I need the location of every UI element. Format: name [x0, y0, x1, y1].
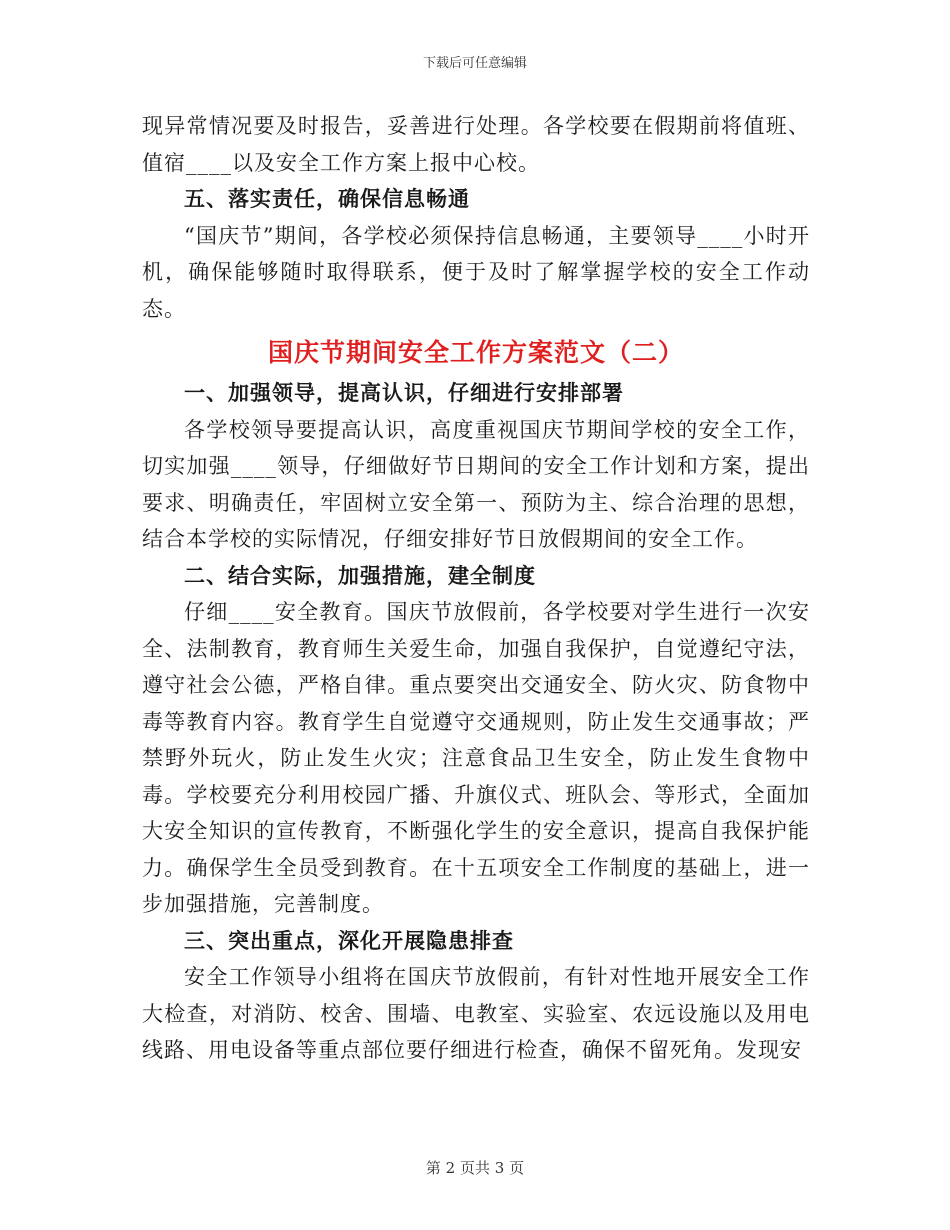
section-heading-3: 三、突出重点，深化开展隐患排查 [184, 927, 514, 953]
paragraph-safety-education: 仔细____安全教育。国庆节放假前，各学校要对学生进行一次安全、法制教育，教育师生关爱生命，加强自我保护，自觉遵纪守法，遵守社会公德，严格自律。重点要突出交通安全、防火灾、防食物中毒等教育内容。教育学生自觉遵守交通规则，防止发生交通事故；严禁野外玩火，防止发生火灾；注意食品卫生安全，防止发生食物中毒。学校要充分利用校园广播、升旗仪式、班队会、等形式，全面加大安全知识的宣传教育，不断强化学生的安全意识，提高自我保护能力。确保学生全员受到教育。在十五项安全工作制度的基础上，进一步加强措施，完善制度。 [142, 600, 810, 916]
section-heading-5: 五、落实责任，确保信息畅通 [184, 186, 470, 211]
page-header: 下载后可任意编辑 [422, 56, 527, 71]
section-heading-2: 二、结合实际，加强措施，建全制度 [184, 562, 536, 588]
section-heading-1: 一、加强领导，提高认识，仔细进行安排部署 [184, 380, 624, 405]
paragraph-leadership: 各学校领导要提高认识，高度重视国庆节期间学校的安全工作，切实加强____领导，仔细做好节日期间的安全工作计划和方案，提出要求、明确责任，牢固树立安全第一、预防为主、综合治理的思想，结合本学校的实际情况，仔细安排好节日放假期间的安全工作。 [142, 417, 810, 551]
document-body [142, 108, 810, 1069]
paragraph-continuation: 现异常情况要及时报告，妥善进行处理。各学校要在假期前将值班、值宿____以及安全工作方案上报中心校。 [142, 114, 810, 175]
page-footer: 第 2 页共 3 页 [425, 1159, 525, 1177]
paragraph-info-channel: “国庆节”期间，各学校必须保持信息畅通，主要领导____小时开机，确保能够随时取得联系，便于及时了解掌握学校的安全工作动态。 [142, 223, 810, 321]
paragraph-inspection: 安全工作领导小组将在国庆节放假前，有针对性地开展安全工作大检查，对消防、校舍、围墙、电教室、实验室、农远设施以及用电线路、用电设备等重点部位要仔细进行检查，确保不留死角。发现安 [142, 965, 810, 1062]
document-title: 国庆节期间安全工作方案范文（二） [267, 338, 684, 367]
